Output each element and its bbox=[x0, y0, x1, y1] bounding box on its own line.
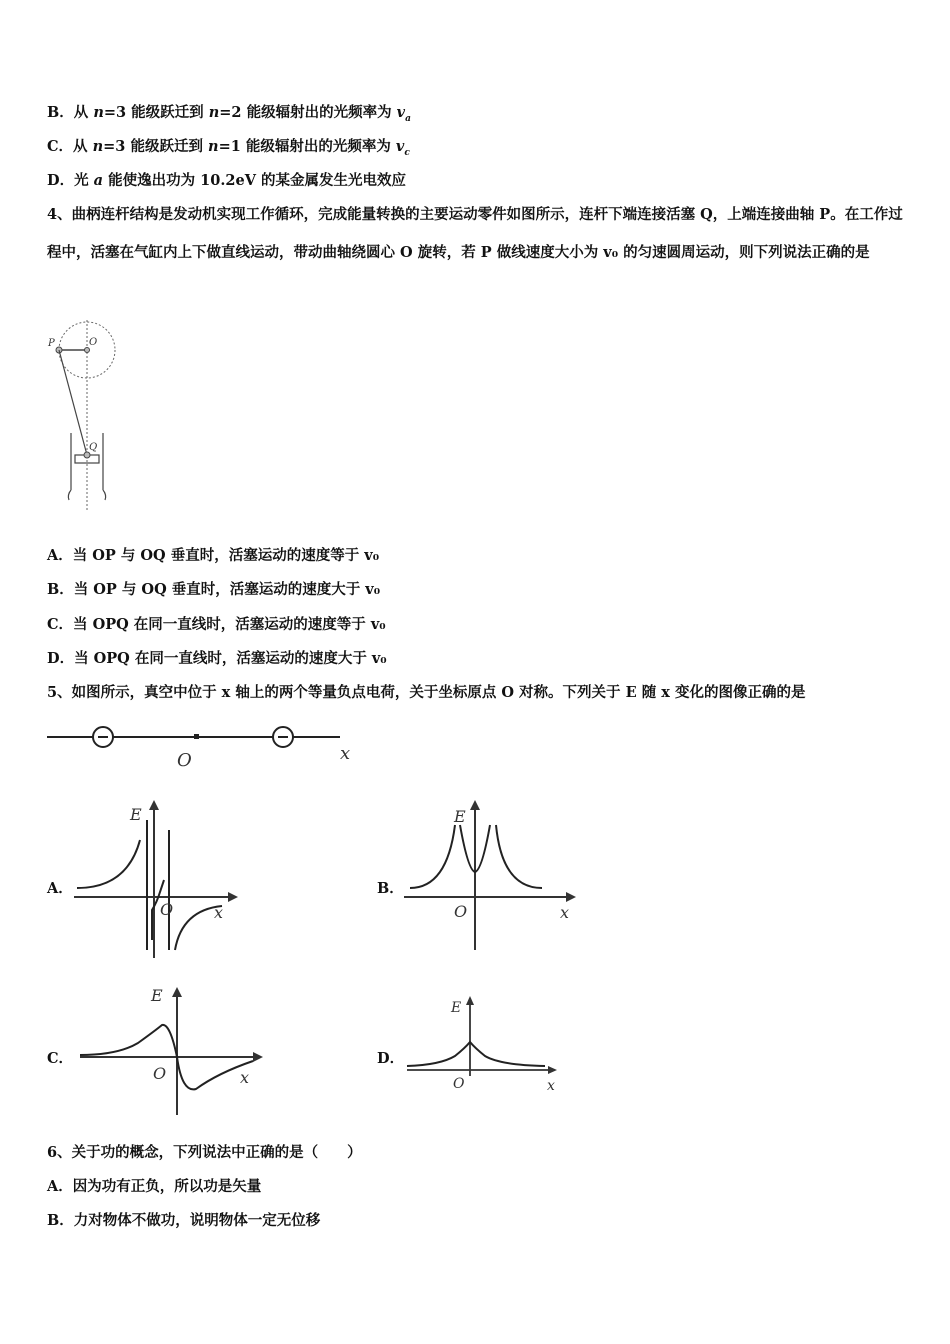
q6-option-b: B．力对物体不做功，说明物体一定无位移 bbox=[47, 1212, 321, 1229]
label-o: O bbox=[89, 337, 98, 348]
curve-b-left bbox=[410, 825, 455, 888]
svg-text:x: x bbox=[560, 903, 570, 922]
charge-figure bbox=[45, 722, 375, 772]
crank-figure bbox=[45, 315, 135, 515]
label-origin: O bbox=[177, 750, 192, 771]
q3-option-b: B．从 n=3 能级跃迁到 n=2 能级辐射出的光频率为 $v_a$ bbox=[47, 104, 411, 124]
curve-b-right bbox=[496, 825, 542, 888]
q4-option-b: B．当 OP 与 OQ 垂直时，活塞运动的速度大于 v₀ bbox=[47, 581, 381, 598]
label-q: Q bbox=[89, 442, 98, 453]
label-x: x bbox=[340, 743, 351, 764]
graph-c bbox=[78, 985, 268, 1120]
graph-c-label: C． bbox=[47, 1050, 74, 1067]
q5-stem: 5、如图所示，真空中位于 x 轴上的两个等量负点电荷，关于坐标原点 O 对称。下列关于 E 随 x 变化的图像正确的是 bbox=[47, 684, 806, 701]
q3-option-c: C．从 n=3 能级跃迁到 n=1 能级辐射出的光频率为 $v_c$ bbox=[47, 138, 410, 158]
origin-dot bbox=[194, 734, 199, 739]
curve-a-left-top bbox=[77, 840, 140, 888]
label-p: P bbox=[48, 338, 55, 349]
graph-d bbox=[405, 990, 565, 1100]
svg-text:O: O bbox=[454, 902, 468, 921]
curve-d bbox=[407, 1042, 545, 1066]
svg-text:E: E bbox=[130, 805, 142, 824]
q4-option-c: C．当 OPQ 在同一直线时，活塞运动的速度等于 v₀ bbox=[47, 616, 386, 633]
graph-d-label: D． bbox=[377, 1050, 405, 1067]
svg-text:E: E bbox=[454, 807, 466, 826]
q4-stem: 4、曲柄连杆结构是发动机实现工作循环，完成能量转换的主要运动零件如图所示，连杆下端连接活塞 Q，上端连接曲轴 P。在工作过程中，活塞在气缸内上下做直线运动，带动曲轴绕圆心 O 旋转，若 P 做线速度大小为 v₀ 的匀速圆周运动，则下列说法正确的是 bbox=[47, 206, 903, 261]
graph-a-label: A． bbox=[47, 880, 73, 897]
q4-option-d: D．当 OPQ 在同一直线时，活塞运动的速度大于 v₀ bbox=[47, 650, 387, 667]
graph-b bbox=[402, 800, 582, 955]
point-o bbox=[85, 348, 90, 353]
svg-text:x: x bbox=[547, 1078, 555, 1094]
svg-text:O: O bbox=[453, 1076, 465, 1092]
svg-text:E: E bbox=[151, 986, 163, 1005]
q3-option-d: D．光 a 能使逸出功为 10.2eV 的某金属发生光电效应 bbox=[47, 172, 406, 189]
q6-stem: 6、关于功的概念，下列说法中正确的是（ ） bbox=[47, 1144, 362, 1161]
q4-option-a: A．当 OP 与 OQ 垂直时，活塞运动的速度等于 v₀ bbox=[47, 547, 380, 564]
connecting-rod bbox=[59, 350, 87, 455]
graph-b-label: B． bbox=[377, 880, 404, 897]
q6-option-a: A．因为功有正负，所以功是矢量 bbox=[47, 1178, 262, 1195]
svg-text:x: x bbox=[240, 1068, 250, 1087]
svg-text:O: O bbox=[153, 1064, 167, 1083]
svg-text:E: E bbox=[451, 1000, 462, 1016]
graph-a bbox=[72, 800, 242, 960]
svg-text:x: x bbox=[214, 903, 224, 922]
svg-text:O: O bbox=[160, 900, 174, 919]
